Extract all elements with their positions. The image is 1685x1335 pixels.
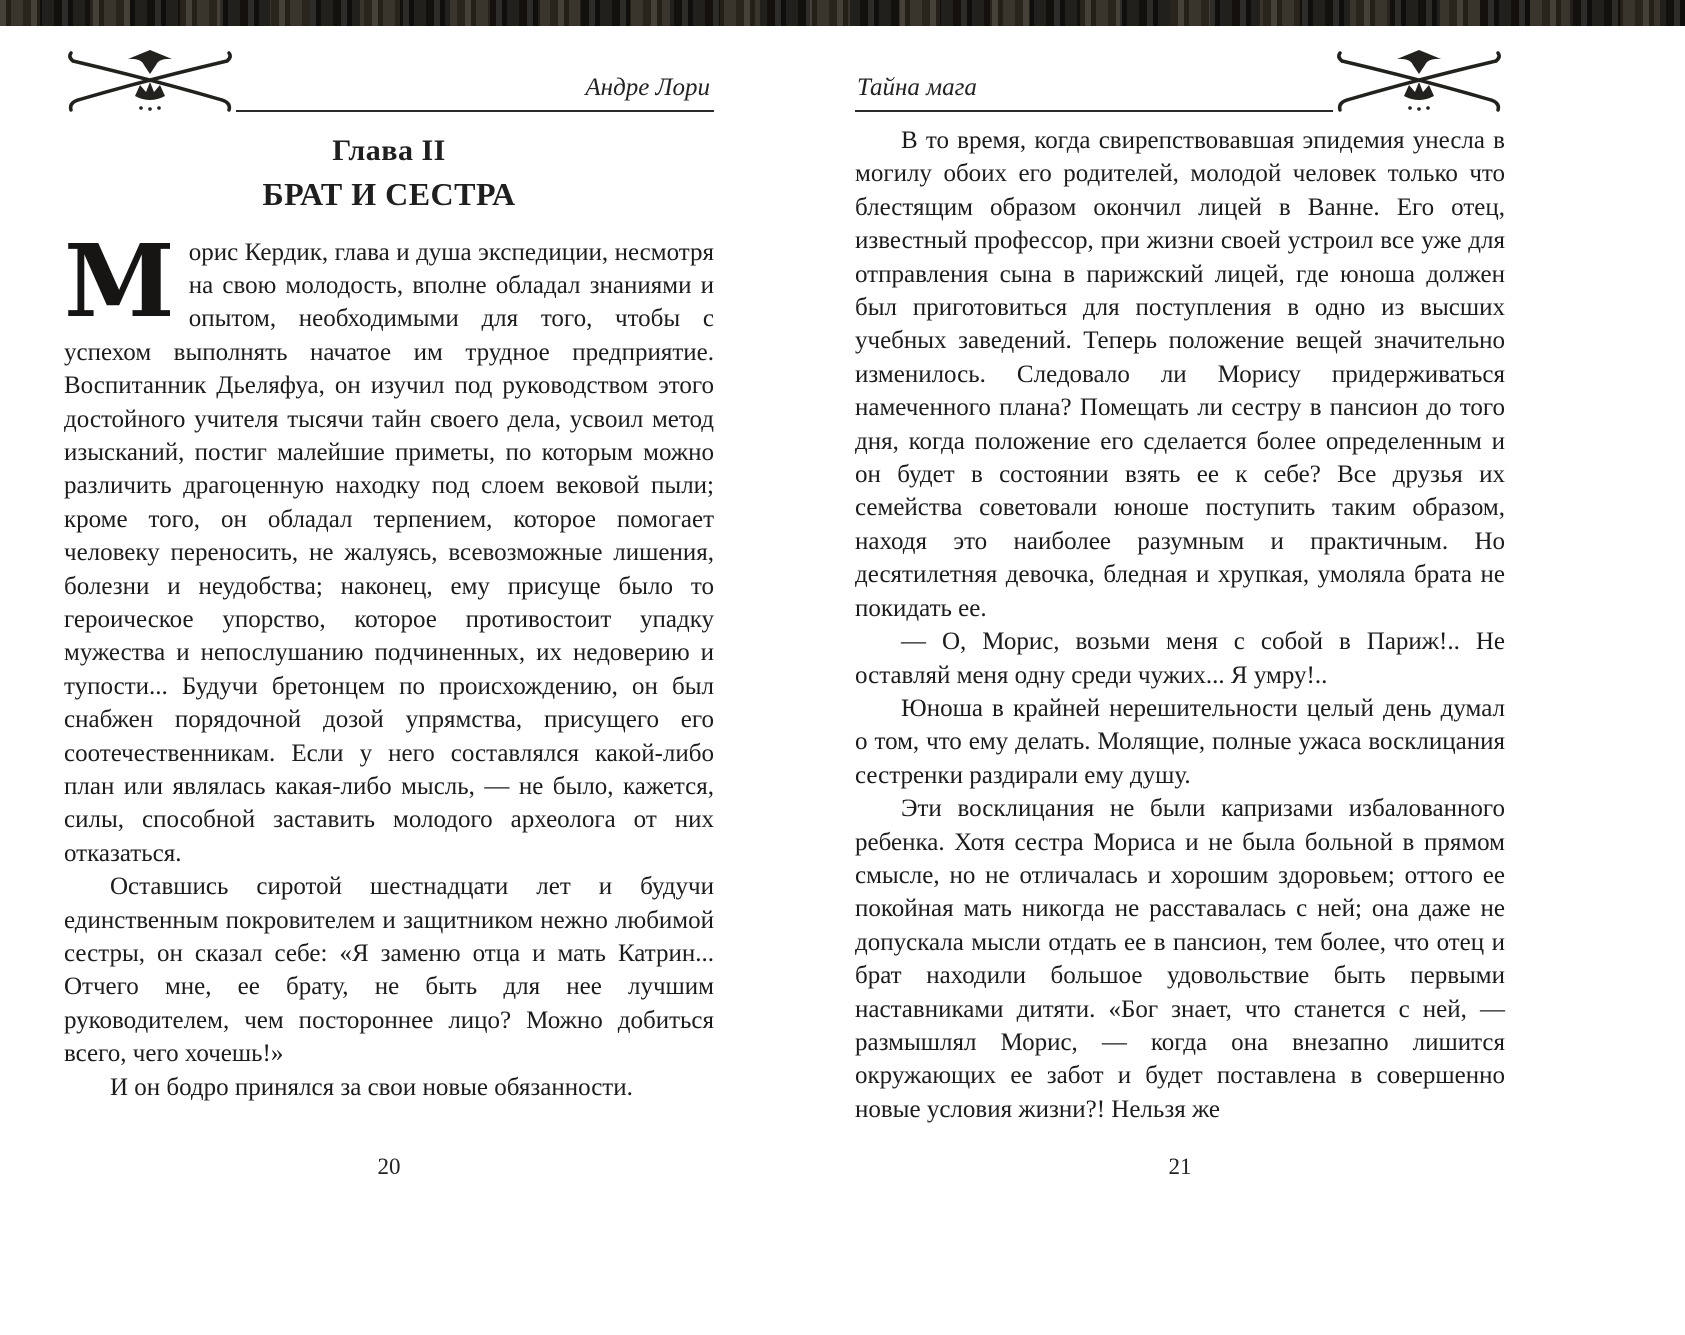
paragraph: Оставшись сиротой шестнадцати лет и будучи единственным покровителем и защитником нежно любимой сестры, он сказал себе: «Я заменю отца и мать Катрин... Отчего мне, ее брату, не быть для нее лучшим руководителем, чем постороннее лицо? Можно добиться всего, чего хочешь!» [64, 873, 714, 1068]
running-head-author: Андре Лори [236, 74, 714, 112]
paragraph: Эти восклицания не были капризами избалованного ребенка. Хотя сестра Мориса и не была больной в прямом смысле, но не отличалась и хорошим здоровьем; оттого ее покойная мать никогда не расставалась с ней; она даже не допускала мысли отдать ее в пансион, тем более, что отец и брат находили большое удовольствие быть первыми наставниками дитяти. «Бог знает, что станется с ней, — размышлял Морис, — когда она внезапно лишится окружающих ее забот и будет поставлена в совершенно новые условия жизни?! Нельзя же [855, 795, 1505, 1123]
paragraph: И он бодро принялся за свои новые обязанности. [110, 1073, 633, 1101]
right-page-body [855, 124, 1505, 1126]
drop-cap-letter: М [64, 221, 175, 340]
right-page-header [855, 46, 1505, 112]
paragraph: В то время, когда свирепствовавшая эпидемия унесла в могилу обоих его родителей, молодой человек только что блестящим образом окончил лицей в Ванне. Его отец, известный профессор, при жизни своей устроил все уже для отправления сына в парижский лицей, где юноша должен был приготовиться для поступления в одно из высших учебных заведений. Теперь положение вещей значительно изменилось. Следовало ли Морису придерживаться намеченного плана? Помещать ли сестру в пансион до того дня, когда положение его сделается более определенным и он будет в состоянии взять ее к себе? Все друзья их семейства советовали юноше поступить таким образом, находя это наиболее разумным и практичным. Но десятилетняя девочка, бледная и хрупкая, умоляла брата не покидать ее. [855, 127, 1505, 622]
paragraph [64, 221, 714, 871]
left-page-body [64, 221, 714, 1105]
page-number-left: 20 [377, 1154, 401, 1179]
page-number-right: 21 [1168, 1154, 1192, 1179]
chapter-number: Глава II [332, 134, 446, 167]
running-head-book-title: Тайна мага [855, 74, 1333, 112]
paragraph-text: орис Кердик, глава и душа экспедиции, несмотря на свою молодость, вполне обладал знаниями и опытом, необходимыми для того, чтобы с успехом выполнять начатое им трудное предприятие. Воспитанник Дьеляфуа, он изучил под руководством этого достойного учителя тысячи тайн своего дела, усвоил метод изысканий, постиг малейшие приметы, по которым можно различить драгоценную находку под слоем вековой пыли; кроме того, он обладал терпением, которое помогает человеку переносить, не жалуясь, всевозможные лишения, болезни и неудобства; наконец, ему присуще было то героическое упорство, которое противостоит упадку мужества и непослушанию подчиненных, их недоверию и тупости... Будучи бретонцем по происхождению, он был снабжен порядочной дозой упрямства, присущего его соотечественникам. Если у него составлялся какой-либо план или являлась какая-либо мысль, — не было, кажется, силы, способной заставить молодого археолога от них отказаться. [64, 238, 714, 867]
chapter-heading [64, 132, 714, 214]
paragraph: Юноша в крайней нерешительности целый день думал о том, что ему делать. Молящие, полные ужаса восклицания сестренки раздирали ему душу. [855, 694, 1505, 789]
crossed-sabers-eagle-crown-icon [1333, 48, 1505, 112]
crossed-sabers-eagle-crown-icon [64, 48, 236, 112]
page-right [855, 46, 1505, 1276]
scan-artifact-band [0, 0, 1685, 26]
paragraph: — О, Морис, возьми меня с собой в Париж!.. Не оставляй меня одну среди чужих... Я умру!.. [855, 628, 1505, 689]
chapter-title: БРАТ И СЕСТРА [262, 175, 516, 212]
page-left [64, 46, 714, 1276]
left-page-header [64, 46, 714, 112]
